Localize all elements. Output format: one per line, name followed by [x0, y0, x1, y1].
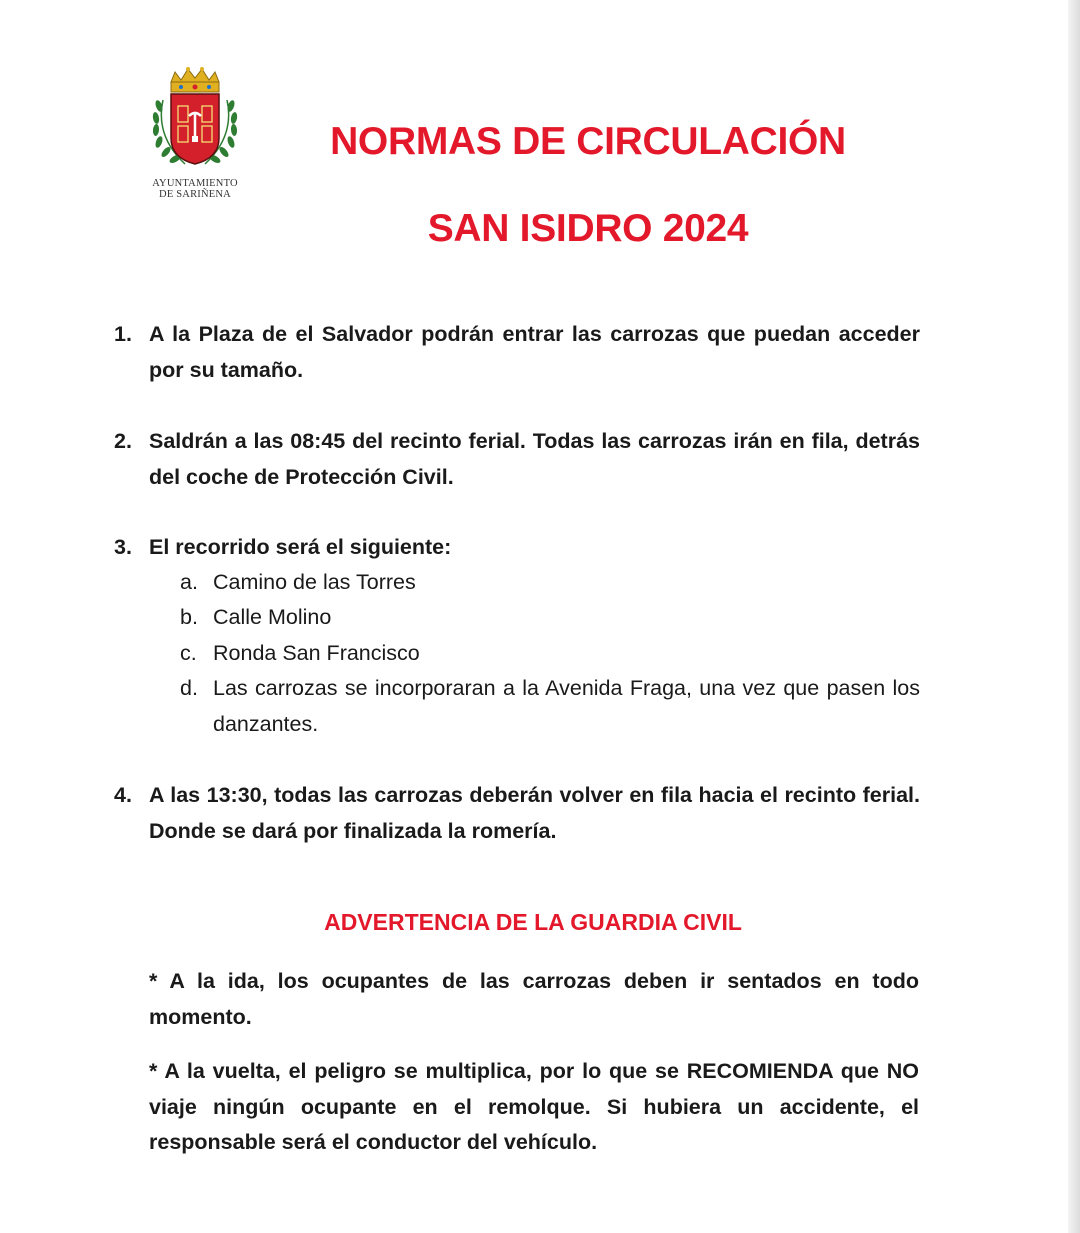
rule-number: 2. [114, 429, 132, 453]
warning-title: ADVERTENCIA DE LA GUARDIA CIVIL [324, 909, 742, 935]
page-edge-shadow [1068, 0, 1080, 1233]
rule-text: El recorrido será el siguiente: [149, 535, 452, 559]
route-item [180, 600, 920, 636]
rule-number: 1. [114, 322, 132, 346]
route-letter: a. [180, 570, 198, 594]
rule-item [114, 317, 920, 388]
page-title: NORMAS DE CIRCULACIÓN [330, 120, 846, 163]
warning-note: * A la ida, los ocupantes de las carrozas deben ir sentados en todo momento. [149, 969, 919, 1029]
page-subtitle: SAN ISIDRO 2024 [427, 207, 749, 250]
route-text: Ronda San Francisco [213, 641, 420, 665]
route-letter: b. [180, 605, 198, 629]
route-item [180, 565, 920, 601]
coat-of-arms-icon [145, 66, 245, 176]
rule-number: 4. [114, 783, 132, 807]
route-letter: d. [180, 676, 198, 700]
route-letter: c. [180, 641, 197, 665]
route-text: Calle Molino [213, 605, 332, 629]
logo-caption-line1: AYUNTAMIENTO [152, 178, 238, 189]
rule-item [114, 530, 920, 566]
warning-note: * A la vuelta, el peligro se multiplica, por lo que se RECOMIENDA que NO viaje ningún ocupante en el remolque. Si hubiera un accidente, el responsable será el conductor del vehículo. [149, 1059, 919, 1154]
rule-number: 3. [114, 535, 132, 559]
rule-text: Saldrán a las 08:45 del recinto ferial. Todas las carrozas irán en fila, detrás del coche de Protección Civil. [149, 429, 920, 489]
rule-text: A la Plaza de el Salvador podrán entrar las carrozas que puedan acceder por su tamaño. [149, 322, 920, 382]
route-text: Camino de las Torres [213, 570, 416, 594]
rule-text: A las 13:30, todas las carrozas deberán volver en fila hacia el recinto ferial. Donde se dará por finalizada la romería. [149, 783, 920, 843]
rule-item [114, 424, 920, 495]
route-item [180, 671, 920, 742]
logo-caption-line2: DE SARIÑENA [159, 189, 231, 200]
route-text: Las carrozas se incorporaran a la Avenida Fraga, una vez que pasen los danzantes. [213, 676, 920, 736]
rule-item [114, 778, 920, 849]
route-item [180, 636, 920, 672]
logo [145, 66, 245, 206]
logo-caption [145, 178, 245, 200]
